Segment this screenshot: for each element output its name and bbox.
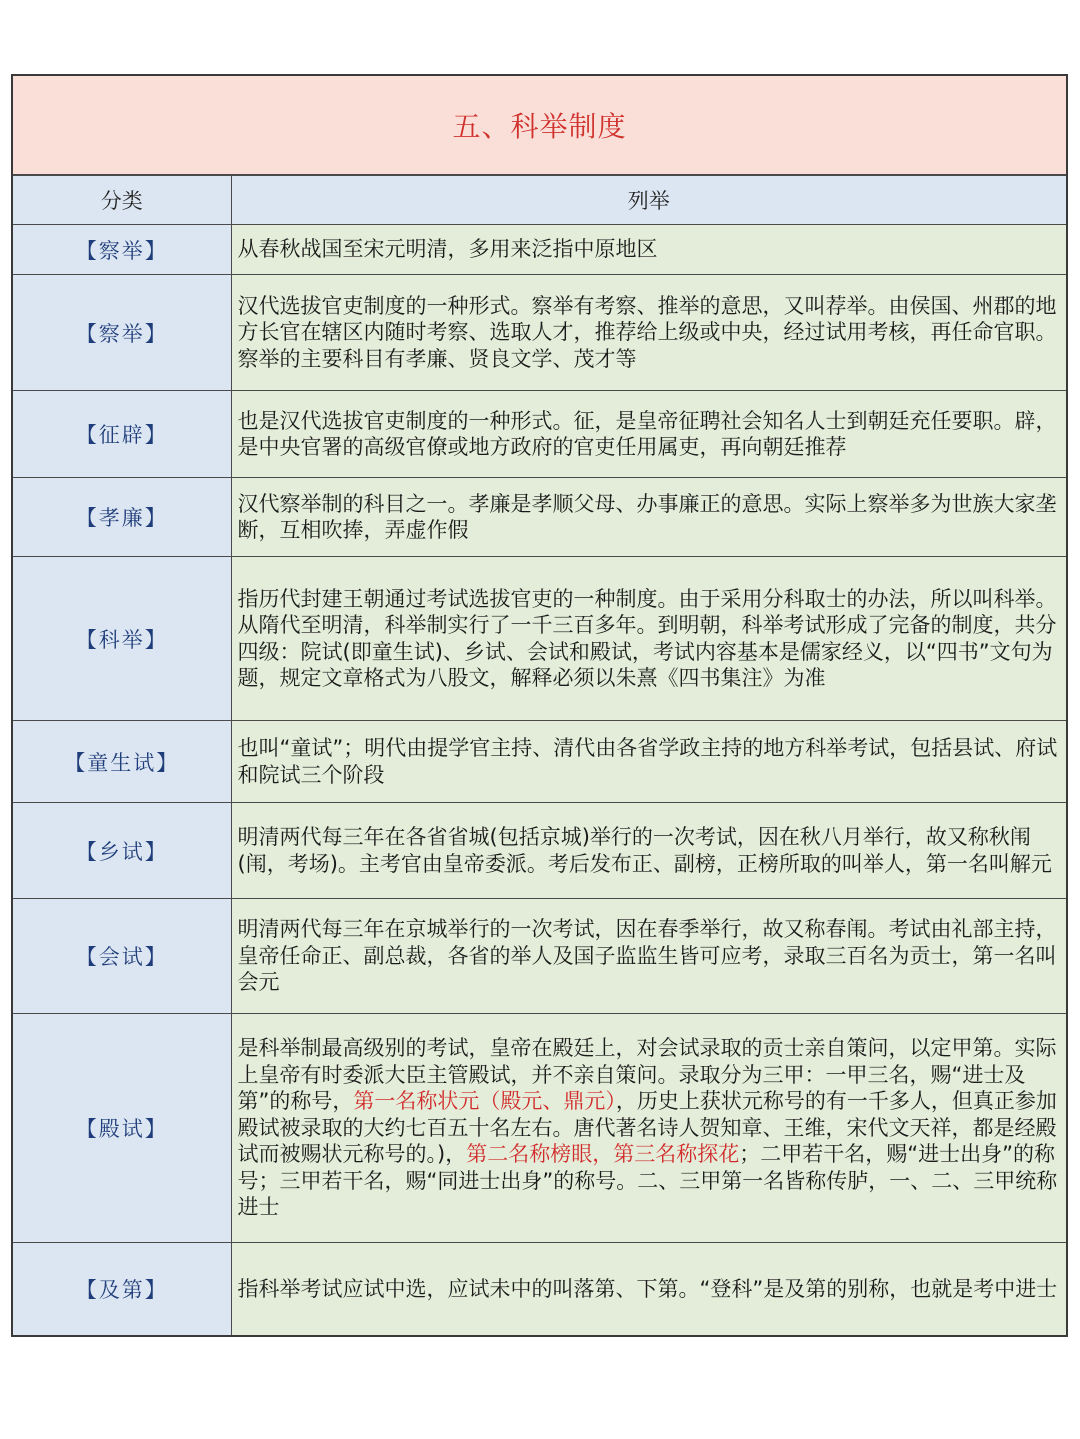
table-row: [13, 478, 1066, 557]
table-row: [13, 1243, 1066, 1335]
table-row: [13, 225, 1066, 275]
description-cell: 明清两代每三年在京城举行的一次考试，因在春季举行，故又称春闱。考试由礼部主持，皇帝任命正、副总裁，各省的举人及国子监监生皆可应考，录取三百名为贡士，第一名叫会元: [231, 899, 1066, 1014]
highlight-second-third-place: 第二名称榜眼，第三名称探花: [466, 1142, 740, 1167]
header-examples: 列举: [231, 176, 1066, 225]
table-row: [13, 721, 1066, 803]
category-cell: 【察举】: [13, 225, 231, 275]
category-cell: 【察举】: [13, 275, 231, 391]
table-row: [13, 391, 1066, 478]
exam-system-table: [11, 74, 1068, 1337]
description-cell: 也叫“童试”；明代由提学官主持、清代由各省学政主持的地方科举考试，包括县试、府试和院试三个阶段: [231, 721, 1066, 803]
description-text: 是科举制最高级别的考试，皇帝在殿廷上，对会试录取的贡士亲自策问，以定甲第。实际上皇帝有时委派大臣主管殿试，并不亲自策问。录取分为三甲：一甲三名，赐“进士及第”的称号，: [237, 1036, 1057, 1114]
description-cell: 指历代封建王朝通过考试选拔官吏的一种制度。由于采用分科取士的办法，所以叫科举。从隋代至明清，科举制实行了一千三百多年。到明朝，科举考试形成了完备的制度，共分四级：院试(即童生试)、乡试、会试和殿试，考试内容基本是儒家经义，以“四书”文句为题，规定文章格式为八股文，解释必须以朱熹《四书集注》为准: [231, 557, 1066, 721]
description-text: ，历史上获状元称号的有一千多人，但真正参加殿试被录取的大约七百五十名左右。唐代著名诗人贺知章、王维，宋代文天祥，都是经殿试而被赐状元称号的。)，: [237, 1089, 1057, 1167]
category-cell: 【乡试】: [13, 803, 231, 899]
description-text: ；二甲若干名，赐“进士出身”的称号；三甲若干名，赐“同进士出身”的称号。二、三甲第一名皆称传胪，一、二、三甲统称进士: [237, 1142, 1058, 1220]
description-cell: 从春秋战国至宋元明清，多用来泛指中原地区: [231, 225, 1066, 275]
description-cell: 汉代选拔官吏制度的一种形式。察举有考察、推举的意思，又叫荐举。由侯国、州郡的地方长官在辖区内随时考察、选取人才，推荐给上级或中央，经过试用考核，再任命官职。察举的主要科目有孝廉、贤良文学、茂才等: [231, 275, 1066, 391]
category-cell: 【殿试】: [13, 1014, 231, 1243]
description-cell: 指科举考试应试中选，应试未中的叫落第、下第。“登科”是及第的别称，也就是考中进士: [231, 1243, 1066, 1335]
table-title-row: [13, 76, 1066, 176]
table-row: [13, 899, 1066, 1014]
category-cell: 【及第】: [13, 1243, 231, 1335]
table-title: 五、科举制度: [452, 110, 627, 143]
description-cell: 汉代察举制的科目之一。孝廉是孝顺父母、办事廉正的意思。实际上察举多为世族大家垄断，互相吹捧，弄虚作假: [231, 478, 1066, 557]
category-cell: 【童生试】: [13, 721, 231, 803]
description-cell: 明清两代每三年在各省省城(包括京城)举行的一次考试，因在秋八月举行，故又称秋闱(闱，考场)。主考官由皇帝委派。考后发布正、副榜，正榜所取的叫举人，第一名叫解元: [231, 803, 1066, 899]
table-row: [13, 803, 1066, 899]
category-cell: 【孝廉】: [13, 478, 231, 557]
description-cell: 也是汉代选拔官吏制度的一种形式。征，是皇帝征聘社会知名人士到朝廷充任要职。辟，是中央官署的高级官僚或地方政府的官吏任用属吏，再向朝廷推荐: [231, 391, 1066, 478]
category-cell: 【科举】: [13, 557, 231, 721]
table-row: [13, 275, 1066, 391]
header-row: [13, 176, 1066, 225]
content-table: [13, 176, 1066, 1335]
category-cell: 【会试】: [13, 899, 231, 1014]
header-category: 分类: [13, 176, 231, 225]
table-row: [13, 557, 1066, 721]
highlight-first-place: 第一名称状元（殿元、鼎元）: [353, 1089, 616, 1114]
table-row: [13, 1014, 1066, 1243]
category-cell: 【征辟】: [13, 391, 231, 478]
description-cell: [231, 1014, 1066, 1243]
